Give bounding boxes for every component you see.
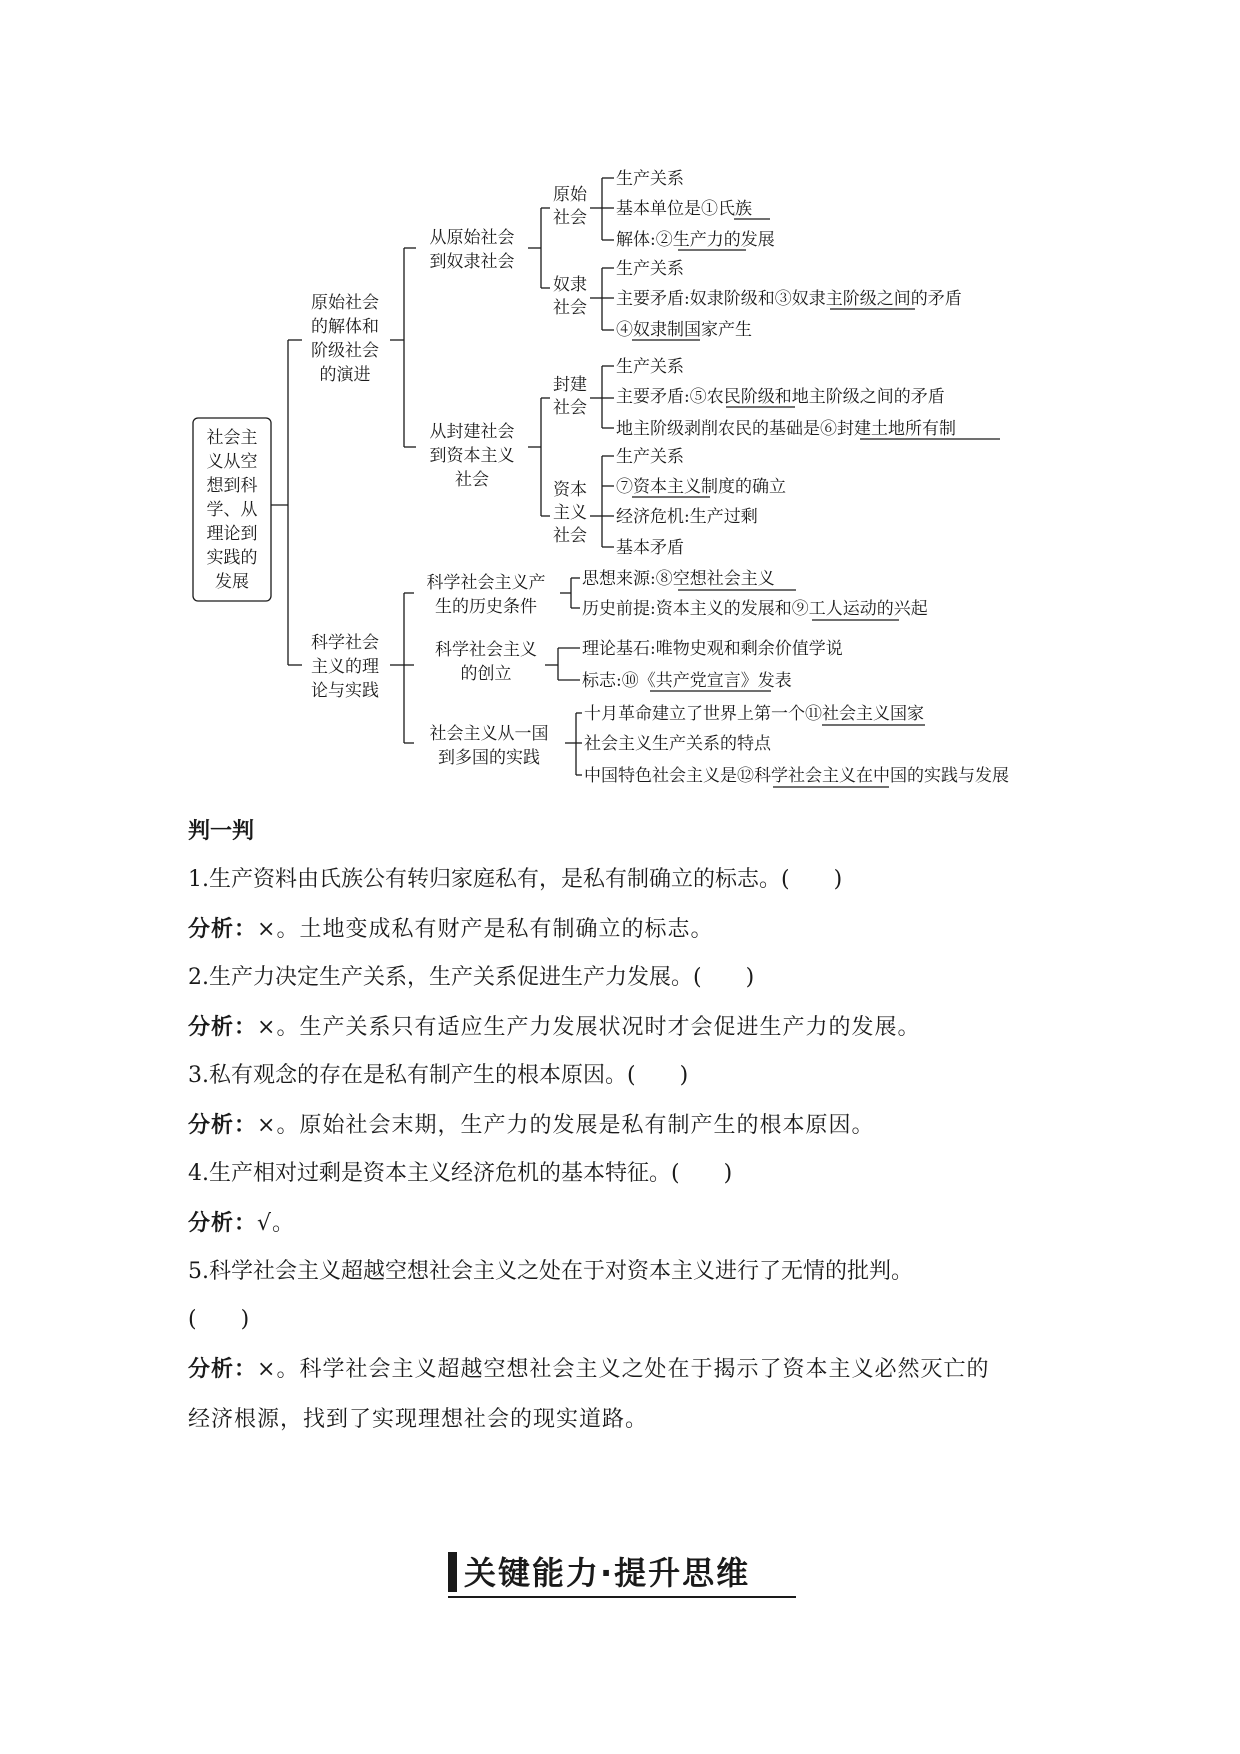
knowledge-mindmap xyxy=(0,0,1240,800)
conditions-item-1: 思想来源:⑧空想社会主义 xyxy=(582,569,775,589)
svg-text:科学社会主义: 科学社会主义 xyxy=(435,640,537,660)
svg-text:主义: 主义 xyxy=(553,503,587,523)
answer-1: 分析：×。土地变成私有财产是私有制确立的标志。 xyxy=(188,917,714,942)
question-1: 1.生产资料由氏族公有转归家庭私有，是私有制确立的标志。( ) xyxy=(188,867,843,892)
banner-underline xyxy=(448,1596,796,1598)
primitive-item-2: 基本单位是①氏族 xyxy=(616,199,752,219)
svg-text:到资本主义: 到资本主义 xyxy=(429,446,515,466)
svg-text:主义的理: 主义的理 xyxy=(311,657,379,677)
svg-text:社会: 社会 xyxy=(553,298,587,318)
practice-item-3: 中国特色社会主义是⑫科学社会主义在中国的实践与发展 xyxy=(584,766,1009,786)
svg-text:原始社会: 原始社会 xyxy=(311,293,379,313)
svg-text:从封建社会: 从封建社会 xyxy=(429,422,515,442)
answer-5: 分析：×。科学社会主义超越空想社会主义之处在于揭示了资本主义必然灭亡的 xyxy=(188,1357,990,1382)
practice-label xyxy=(430,724,549,768)
stage1-label xyxy=(430,228,515,272)
svg-text:论与实践: 论与实践 xyxy=(311,681,379,701)
root-line-2: 义从空 xyxy=(206,452,258,472)
svg-text:到奴隶社会: 到奴隶社会 xyxy=(429,252,515,272)
question-2: 2.生产力决定生产关系，生产关系促进生产力发展。( ) xyxy=(188,965,755,990)
root-line-7: 发展 xyxy=(215,572,249,592)
svg-text:科学社会: 科学社会 xyxy=(311,633,379,653)
section-banner xyxy=(448,1548,796,1600)
svg-text:从原始社会: 从原始社会 xyxy=(429,228,515,248)
svg-text:奴隶: 奴隶 xyxy=(553,275,587,295)
practice-item-2: 社会主义生产关系的特点 xyxy=(584,734,771,754)
svg-text:社会: 社会 xyxy=(553,526,587,546)
question-4: 4.生产相对过剩是资本主义经济危机的基本特征。( ) xyxy=(188,1161,733,1186)
conditions-label xyxy=(427,573,546,617)
svg-text:社会: 社会 xyxy=(553,208,587,228)
capitalist-item-3: 经济危机:生产过剩 xyxy=(616,507,758,527)
answer-4: 分析：√。 xyxy=(188,1211,296,1236)
founding-item-1: 理论基石:唯物史观和剩余价值学说 xyxy=(582,639,843,659)
feudal-label xyxy=(553,375,587,418)
answer-3: 分析：×。原始社会末期，生产力的发展是私有制产生的根本原因。 xyxy=(188,1113,875,1138)
slave-label xyxy=(553,275,587,318)
svg-text:科学社会主义产: 科学社会主义产 xyxy=(426,573,546,593)
banner-title: 关键能力·提升思维 xyxy=(464,1554,751,1592)
capitalist-item-2: ⑦资本主义制度的确立 xyxy=(616,477,786,497)
founding-item-2: 标志:⑩《共产党宣言》发表 xyxy=(582,671,792,691)
root-line-5: 理论到 xyxy=(206,524,258,544)
root-label xyxy=(207,428,258,592)
root-line-1: 社会主 xyxy=(206,428,258,448)
question-5-paren: ( ) xyxy=(188,1307,250,1332)
branch2-label xyxy=(311,633,379,701)
primitive-label xyxy=(553,185,588,228)
primitive-item-1: 生产关系 xyxy=(616,169,684,189)
conditions-item-2: 历史前提:资本主义的发展和⑨工人运动的兴起 xyxy=(582,599,928,619)
answer-5-cont: 经济根源，找到了实现理想社会的现实道路。 xyxy=(188,1407,649,1432)
slave-item-1: 生产关系 xyxy=(616,259,684,279)
root-line-6: 实践的 xyxy=(206,548,258,568)
svg-text:的解体和: 的解体和 xyxy=(311,317,379,337)
slave-item-2: 主要矛盾:奴隶阶级和③奴隶主阶级之间的矛盾 xyxy=(616,289,962,309)
feudal-item-3: 地主阶级剥削农民的基础是⑥封建土地所有制 xyxy=(616,419,956,439)
founding-label xyxy=(435,640,537,684)
svg-text:到多国的实践: 到多国的实践 xyxy=(438,748,540,768)
svg-text:的创立: 的创立 xyxy=(460,664,512,684)
section-heading-judge: 判一判 xyxy=(188,819,255,844)
root-line-3: 想到科 xyxy=(206,476,258,496)
stage2-label xyxy=(430,422,515,490)
svg-text:阶级社会: 阶级社会 xyxy=(311,341,379,361)
svg-text:社会: 社会 xyxy=(553,398,587,418)
svg-text:的演进: 的演进 xyxy=(319,365,371,385)
branch1-label xyxy=(311,293,379,385)
banner-bar xyxy=(448,1552,457,1592)
svg-text:社会主义从一国: 社会主义从一国 xyxy=(429,724,549,744)
answer-2: 分析：×。生产关系只有适应生产力发展状况时才会促进生产力的发展。 xyxy=(188,1015,921,1040)
feudal-item-1: 生产关系 xyxy=(616,357,684,377)
feudal-item-2: 主要矛盾:⑤农民阶级和地主阶级之间的矛盾 xyxy=(616,387,945,407)
capitalist-label xyxy=(553,480,587,546)
primitive-item-3: 解体:②生产力的发展 xyxy=(616,230,775,250)
capitalist-item-1: 生产关系 xyxy=(616,447,684,467)
question-3: 3.私有观念的存在是私有制产生的根本原因。( ) xyxy=(188,1063,689,1088)
svg-text:生的历史条件: 生的历史条件 xyxy=(435,597,537,617)
svg-text:封建: 封建 xyxy=(553,375,587,395)
svg-text:原始: 原始 xyxy=(553,185,587,205)
practice-item-1: 十月革命建立了世界上第一个⑪社会主义国家 xyxy=(584,704,924,724)
capitalist-item-4: 基本矛盾 xyxy=(616,538,684,558)
question-5: 5.科学社会主义超越空想社会主义之处在于对资本主义进行了无情的批判。 xyxy=(188,1259,913,1284)
svg-text:资本: 资本 xyxy=(553,480,587,500)
root-line-4: 学、从 xyxy=(206,500,258,520)
slave-item-3: ④奴隶制国家产生 xyxy=(616,320,752,340)
svg-text:社会: 社会 xyxy=(455,470,489,490)
